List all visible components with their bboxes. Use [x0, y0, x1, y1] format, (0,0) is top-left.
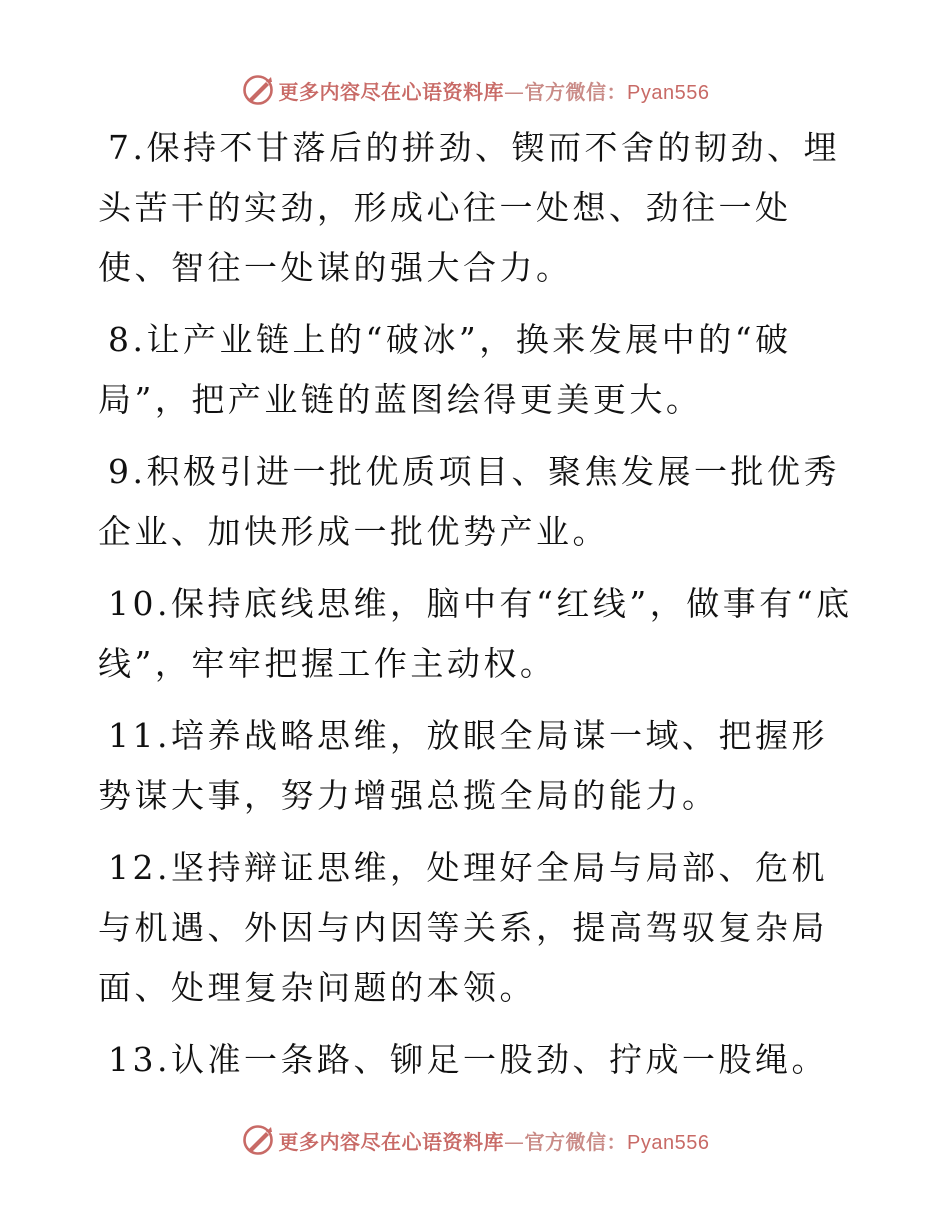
quill-pen-icon — [241, 1123, 275, 1157]
list-item-8: 8.让产业链上的“破冰”，换来发展中的“破局”，把产业链的蓝图绘得更美更大。 — [98, 320, 792, 419]
header-banner — [0, 68, 950, 112]
footer-site-text: 更多内容尽在心语资料库 — [278, 1129, 505, 1154]
header-wechat-id: Pyan556 — [627, 81, 710, 104]
list-item-9: 9.积极引进一批优质项目、聚焦发展一批优秀企业、加快形成一批优势产业。 — [98, 452, 840, 551]
list-item-7: 7.保持不甘落后的拼劲、锲而不舍的韧劲、埋头苦干的实劲，形成心往一处想、劲往一处使、智往一处谋的强大合力。 — [98, 128, 840, 287]
header-site-text: 更多内容尽在心语资料库 — [278, 79, 505, 104]
list-item-12: 12.坚持辩证思维，处理好全局与局部、危机与机遇、外因与内因等关系，提高驾驭复杂局面、处理复杂问题的本领。 — [98, 848, 828, 1007]
footer-wechat-id: Pyan556 — [627, 1131, 710, 1154]
footer-separator: — — [504, 1129, 525, 1154]
footer-banner — [0, 1118, 950, 1162]
document-body — [98, 118, 858, 1102]
list-item-11: 11.培养战略思维，放眼全局谋一域、把握形势谋大事，努力增强总揽全局的能力。 — [98, 716, 828, 815]
footer-wechat-label: 官方微信： — [524, 1129, 628, 1154]
quill-pen-icon — [241, 73, 275, 107]
header-separator: — — [504, 79, 525, 104]
list-item-10: 10.保持底线思维，脑中有“红线”，做事有“底线”，牢牢把握工作主动权。 — [98, 584, 853, 683]
header-wechat-label: 官方微信： — [524, 79, 628, 104]
list-item-13: 13.认准一条路、铆足一股劲、拧成一股绳。 — [108, 1040, 828, 1079]
